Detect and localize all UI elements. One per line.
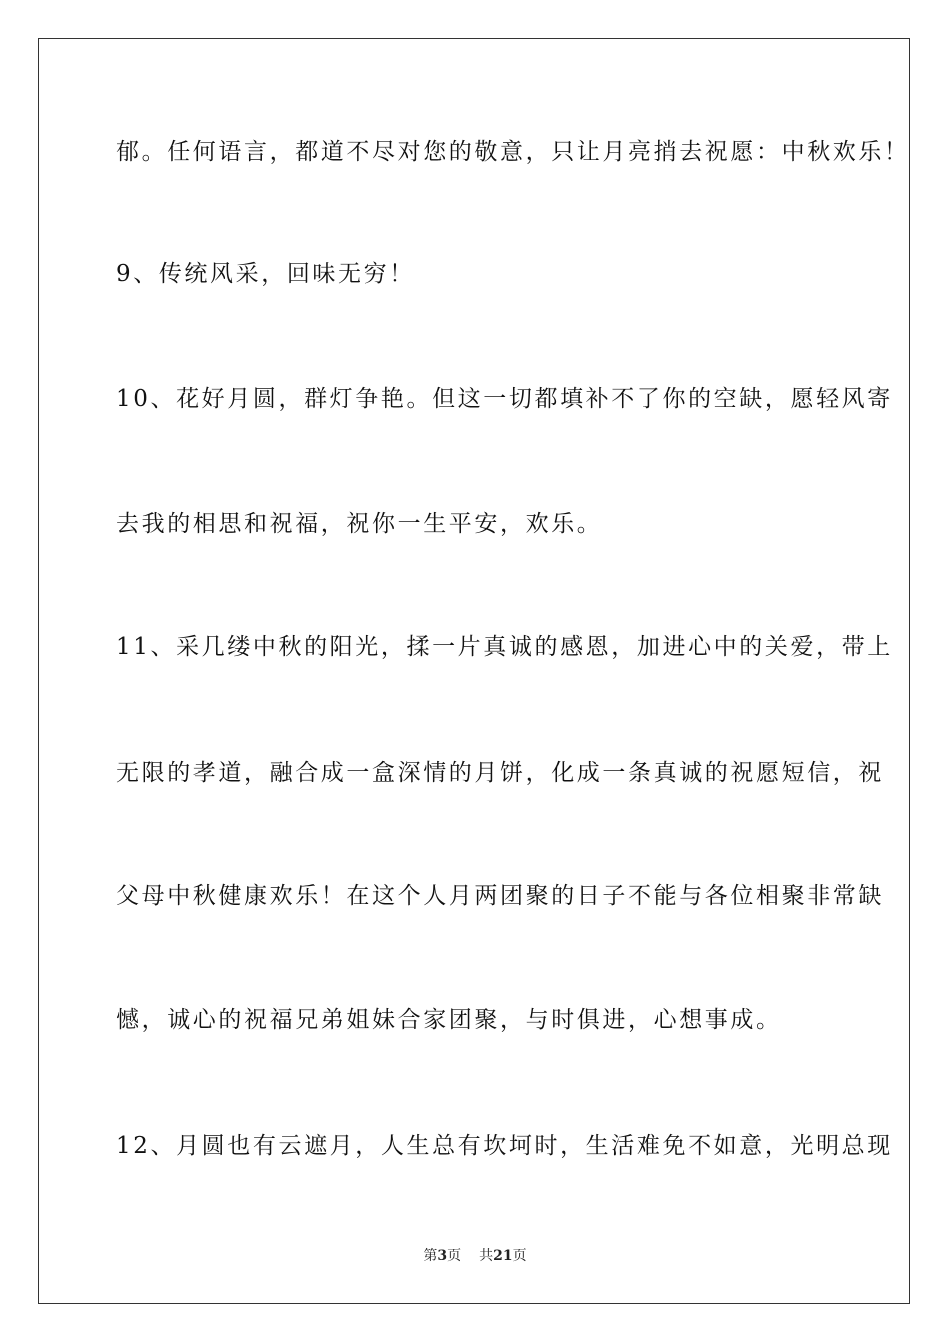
text-line-1: 郁。任何语言，都道不尽对您的敬意，只让月亮捎去祝愿：中秋欢乐！ xyxy=(116,139,910,165)
page-suffix: 页 xyxy=(447,1248,462,1264)
total-suffix: 页 xyxy=(512,1248,527,1264)
text-line-4: 去我的相思和祝福，祝你一生平安，欢乐。 xyxy=(116,511,603,537)
text-line-7: 父母中秋健康欢乐！在这个人月两团聚的日子不能与各位相聚非常缺 xyxy=(116,883,884,909)
text-line-3: 10、花好月圆，群灯争艳。但这一切都填补不了你的空缺，愿轻风寄 xyxy=(116,386,893,412)
text-line-2: 9、传统风采，回味无穷！ xyxy=(116,261,415,287)
text-line-5: 11、采几缕中秋的阳光，揉一片真诚的感恩，加进心中的关爱，带上 xyxy=(116,634,893,660)
page-prefix: 第 xyxy=(423,1248,438,1264)
page-footer xyxy=(0,1246,950,1266)
page-number: 3 xyxy=(437,1248,448,1264)
total-pages: 21 xyxy=(493,1248,513,1264)
text-line-6: 无限的孝道，融合成一盒深情的月饼，化成一条真诚的祝愿短信，祝 xyxy=(116,760,884,786)
text-line-8: 憾，诚心的祝福兄弟姐妹合家团聚，与时俱进，心想事成。 xyxy=(116,1007,782,1033)
total-prefix: 共 xyxy=(479,1248,494,1264)
page-border xyxy=(38,38,910,1304)
text-line-9: 12、月圆也有云遮月，人生总有坎坷时，生活难免不如意，光明总现 xyxy=(116,1133,893,1159)
